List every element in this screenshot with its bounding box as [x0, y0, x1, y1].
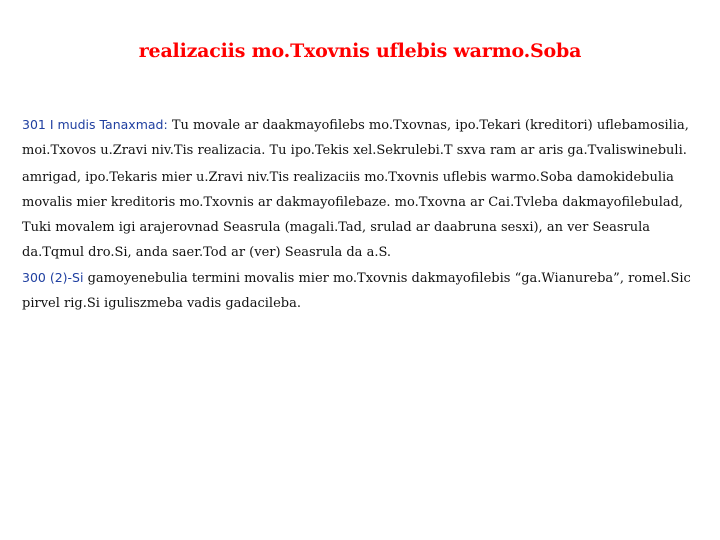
legal-reference: 300 (2)-Si — [22, 270, 84, 285]
paragraph-text: amrigad, ipo.Tekaris mier u.Zravi niv.Tis realizaciis mo.Txovnis uflebis warmo.Soba damokidebulia movalis mier kreditoris mo.Txovnis ar dakmayofilebaze. mo.Txovna ar Cai.Tvleba dakmayofilebulad, Tuki movalem igi arajerovnad Seasrula (magali.Tad, srulad ar daabruna sesxi), an ver Seasrula da.Tqmul dro.Si, anda saer.Tod ar (ver) Seasrula da a.S. — [22, 170, 684, 260]
slide-body — [22, 112, 702, 316]
paragraph-text: Tu movale ar daakmayofilebs mo.Txovnas, ipo.Tekari (kreditori) uflebamosilia, moi.Txovos u.Zravi niv.Tis realizacia. Tu ipo.Tekis xel.Sekrulebi.T sxva ram ar aris ga.Tvaliswinebuli. — [22, 118, 689, 158]
slide-title: realizaciis mo.Txovnis uflebis warmo.Soba — [138, 40, 582, 62]
paragraph-text: gamoyenebulia termini movalis mier mo.Txovnis dakmayofilebis “ga.Wianureba”, romel.Sic pirvel rig.Si iguliszmeba vadis gadacileba. — [22, 271, 691, 311]
paragraph-3 — [22, 265, 702, 316]
paragraph-1 — [22, 112, 702, 163]
paragraph-2 — [22, 165, 702, 265]
legal-reference: 301 I mudis Tanaxmad: — [22, 117, 168, 132]
